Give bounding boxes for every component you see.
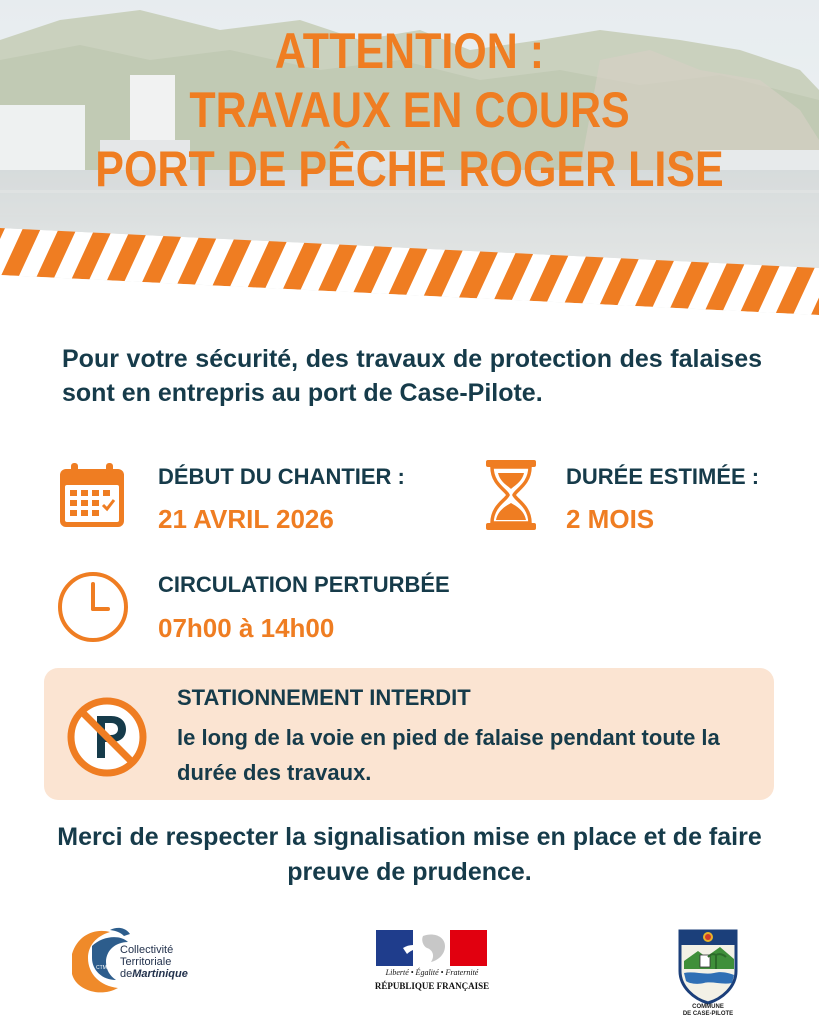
rf-motto: Liberté • Égalité • Fraternité bbox=[385, 968, 479, 977]
duration-label: DURÉE ESTIMÉE : bbox=[566, 464, 760, 489]
ctm-line-2: Territoriale bbox=[120, 956, 172, 968]
page-title bbox=[57, 22, 761, 199]
ctm-line-3 bbox=[120, 968, 188, 980]
case-pilote-crest-logo bbox=[676, 925, 740, 1005]
rf-name: RÉPUBLIQUE FRANÇAISE bbox=[374, 981, 490, 991]
header-photo bbox=[0, 0, 819, 330]
no-parking-icon bbox=[66, 696, 148, 778]
start-value: 21 AVRIL 2026 bbox=[158, 504, 334, 534]
clock-icon bbox=[56, 570, 130, 644]
ctm-line-3-name: Martinique bbox=[132, 968, 188, 980]
ctm-badge: CTM bbox=[96, 965, 107, 971]
hourglass-icon bbox=[484, 458, 538, 532]
marianne-logo bbox=[373, 928, 491, 968]
case-pilote-name bbox=[660, 1004, 756, 1018]
duration-value: 2 MOIS bbox=[566, 504, 655, 534]
parking-text: le long de la voie en pied de falaise pendant toute la durée des travaux. bbox=[177, 725, 720, 785]
parking-title: STATIONNEMENT INTERDIT bbox=[177, 685, 471, 710]
ctm-line-1: Collectivité bbox=[120, 944, 174, 956]
traffic-label: CIRCULATION PERTURBÉE bbox=[158, 572, 450, 597]
intro-text: Pour votre sécurité, des travaux de protection des falaises sont en entrepris au port de Case-Pilote. bbox=[62, 345, 762, 407]
ctm-name bbox=[120, 944, 188, 980]
title-line-1: ATTENTION : bbox=[274, 23, 545, 79]
title-line-2: TRAVAUX EN COURS bbox=[189, 82, 630, 138]
cp-line-1: COMMUNE bbox=[692, 1004, 724, 1010]
title-line-3: PORT DE PÊCHE ROGER LISE bbox=[95, 141, 724, 197]
traffic-value: 07h00 à 14h00 bbox=[158, 613, 335, 643]
cp-line-2: DE CASE-PILOTE bbox=[682, 1011, 734, 1017]
calendar-icon bbox=[57, 461, 127, 531]
start-label: DÉBUT DU CHANTIER : bbox=[158, 464, 405, 489]
ctm-line-3-prefix: de bbox=[120, 968, 133, 980]
closing-message: Merci de respecter la signalisation mise en place et de faire preuve de prudence. bbox=[57, 823, 762, 886]
